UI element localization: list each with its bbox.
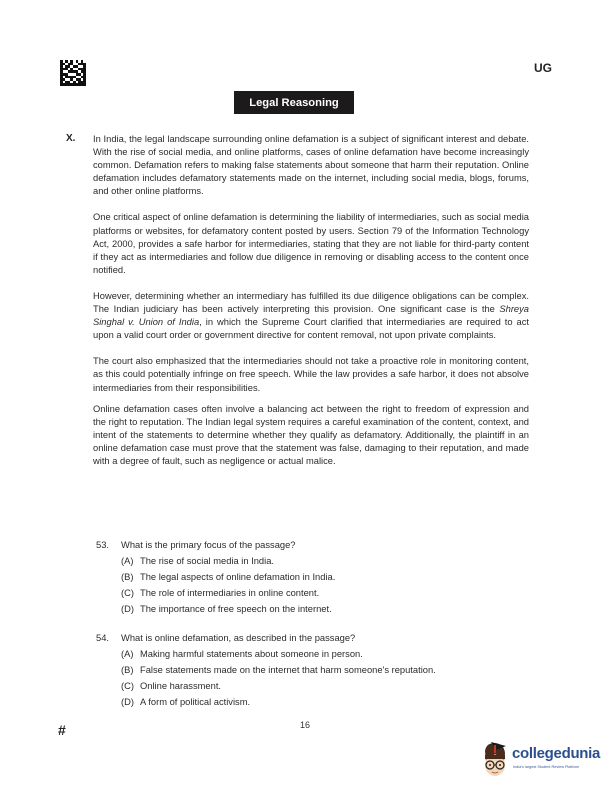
passage <box>93 133 529 468</box>
option-text: The legal aspects of online defamation in India. <box>140 572 336 582</box>
option-b[interactable] <box>96 569 335 585</box>
collegedunia-logo[interactable] <box>478 737 612 787</box>
page-number: 16 <box>299 720 310 730</box>
option-b[interactable] <box>96 662 436 678</box>
passage-paragraph: One critical aspect of online defamation is determining the liability of intermediaries, such as social media platforms or websites, for defamatory content posted by users. Section 79 of the Information Technology Act, 2000, provides a safe harbor for intermediaries, stating that they are not liable for third-party content if they act as intermediaries and follow due diligence in removing or disabling access to the content once notified. <box>93 212 529 275</box>
question-number: 54. <box>96 633 109 643</box>
option-a[interactable] <box>96 646 436 662</box>
option-text: False statements made on the internet that harm someone's reputation. <box>140 665 436 675</box>
question-number: 53. <box>96 540 109 550</box>
option-label: (B) <box>121 572 134 582</box>
section-title: Legal Reasoning <box>234 91 354 114</box>
option-c[interactable] <box>96 678 436 694</box>
option-label: (A) <box>121 556 134 566</box>
option-label: (C) <box>121 681 134 691</box>
exam-code: UG <box>534 61 552 75</box>
question-53 <box>96 537 335 617</box>
option-d[interactable] <box>96 601 335 617</box>
logo-wordmark: collegedunia <box>512 745 601 762</box>
option-text: Making harmful statements about someone in person. <box>140 649 363 659</box>
passage-paragraph <box>93 290 529 342</box>
option-label: (C) <box>121 588 134 598</box>
paragraph-text: However, determining whether an intermediary has fulfilled its due diligence obligations can be complex. The Indian judiciary has been actively interpreting this provision. One significant case is the <box>93 290 529 315</box>
mascot-face-icon <box>482 741 508 779</box>
option-c[interactable] <box>96 585 335 601</box>
option-label: (B) <box>121 665 134 675</box>
option-label: (D) <box>121 697 134 707</box>
option-text: The importance of free speech on the internet. <box>140 604 332 614</box>
passage-marker: X. <box>66 133 76 144</box>
passage-paragraph: The court also emphasized that the intermediaries should not take a proactive role in monitoring content, as this could potentially infringe on free speech. While the law provides a safe harbor, it does not absolve intermediaries from their responsibilities. <box>93 356 529 393</box>
option-text: The role of intermediaries in online content. <box>140 588 320 598</box>
case-name: Shreya Singhal v. Union of India <box>93 304 529 328</box>
hash-mark: # <box>58 722 66 738</box>
question-54 <box>96 630 436 710</box>
paragraph-text: , in which the Supreme Court clarified that intermediaries are required to act upon a valid court order or government directive for content removal, not upon private complaints. <box>93 317 529 341</box>
datamatrix-barcode-icon <box>60 60 86 86</box>
option-text: A form of political activism. <box>140 697 251 707</box>
passage-paragraph: Online defamation cases often involve a balancing act between the right to freedom of expression and the right to reputation. The Indian legal system requires a careful examination of the content, context, and intent of the statements to determine whether they qualify as defamatory. Additionally, the plaintiff in an online defamation case must prove that the statement was false, damaging to their reputation, and made with a degree of fault, such as negligence or actual malice. <box>93 403 529 466</box>
passage-paragraph: In India, the legal landscape surrounding online defamation is a subject of significant interest and debate. With the rise of social media, and online platforms, cases of online defamation have become increasingly common. Defamation refers to making false statements about someone that harm their reputation. Online defamation includes defamatory statements made on the internet, including social media, blogs, forums, and other online platforms. <box>93 134 529 197</box>
option-text: Online harassment. <box>140 681 222 691</box>
option-text: The rise of social media in India. <box>140 556 274 566</box>
question-text: What is the primary focus of the passage? <box>121 540 296 550</box>
option-d[interactable] <box>96 694 436 710</box>
option-label: (D) <box>121 604 134 614</box>
option-a[interactable] <box>96 553 335 569</box>
question-text: What is online defamation, as described in the passage? <box>121 633 356 643</box>
logo-tagline: India's largest Student Review Platform <box>513 765 580 769</box>
option-label: (A) <box>121 649 134 659</box>
